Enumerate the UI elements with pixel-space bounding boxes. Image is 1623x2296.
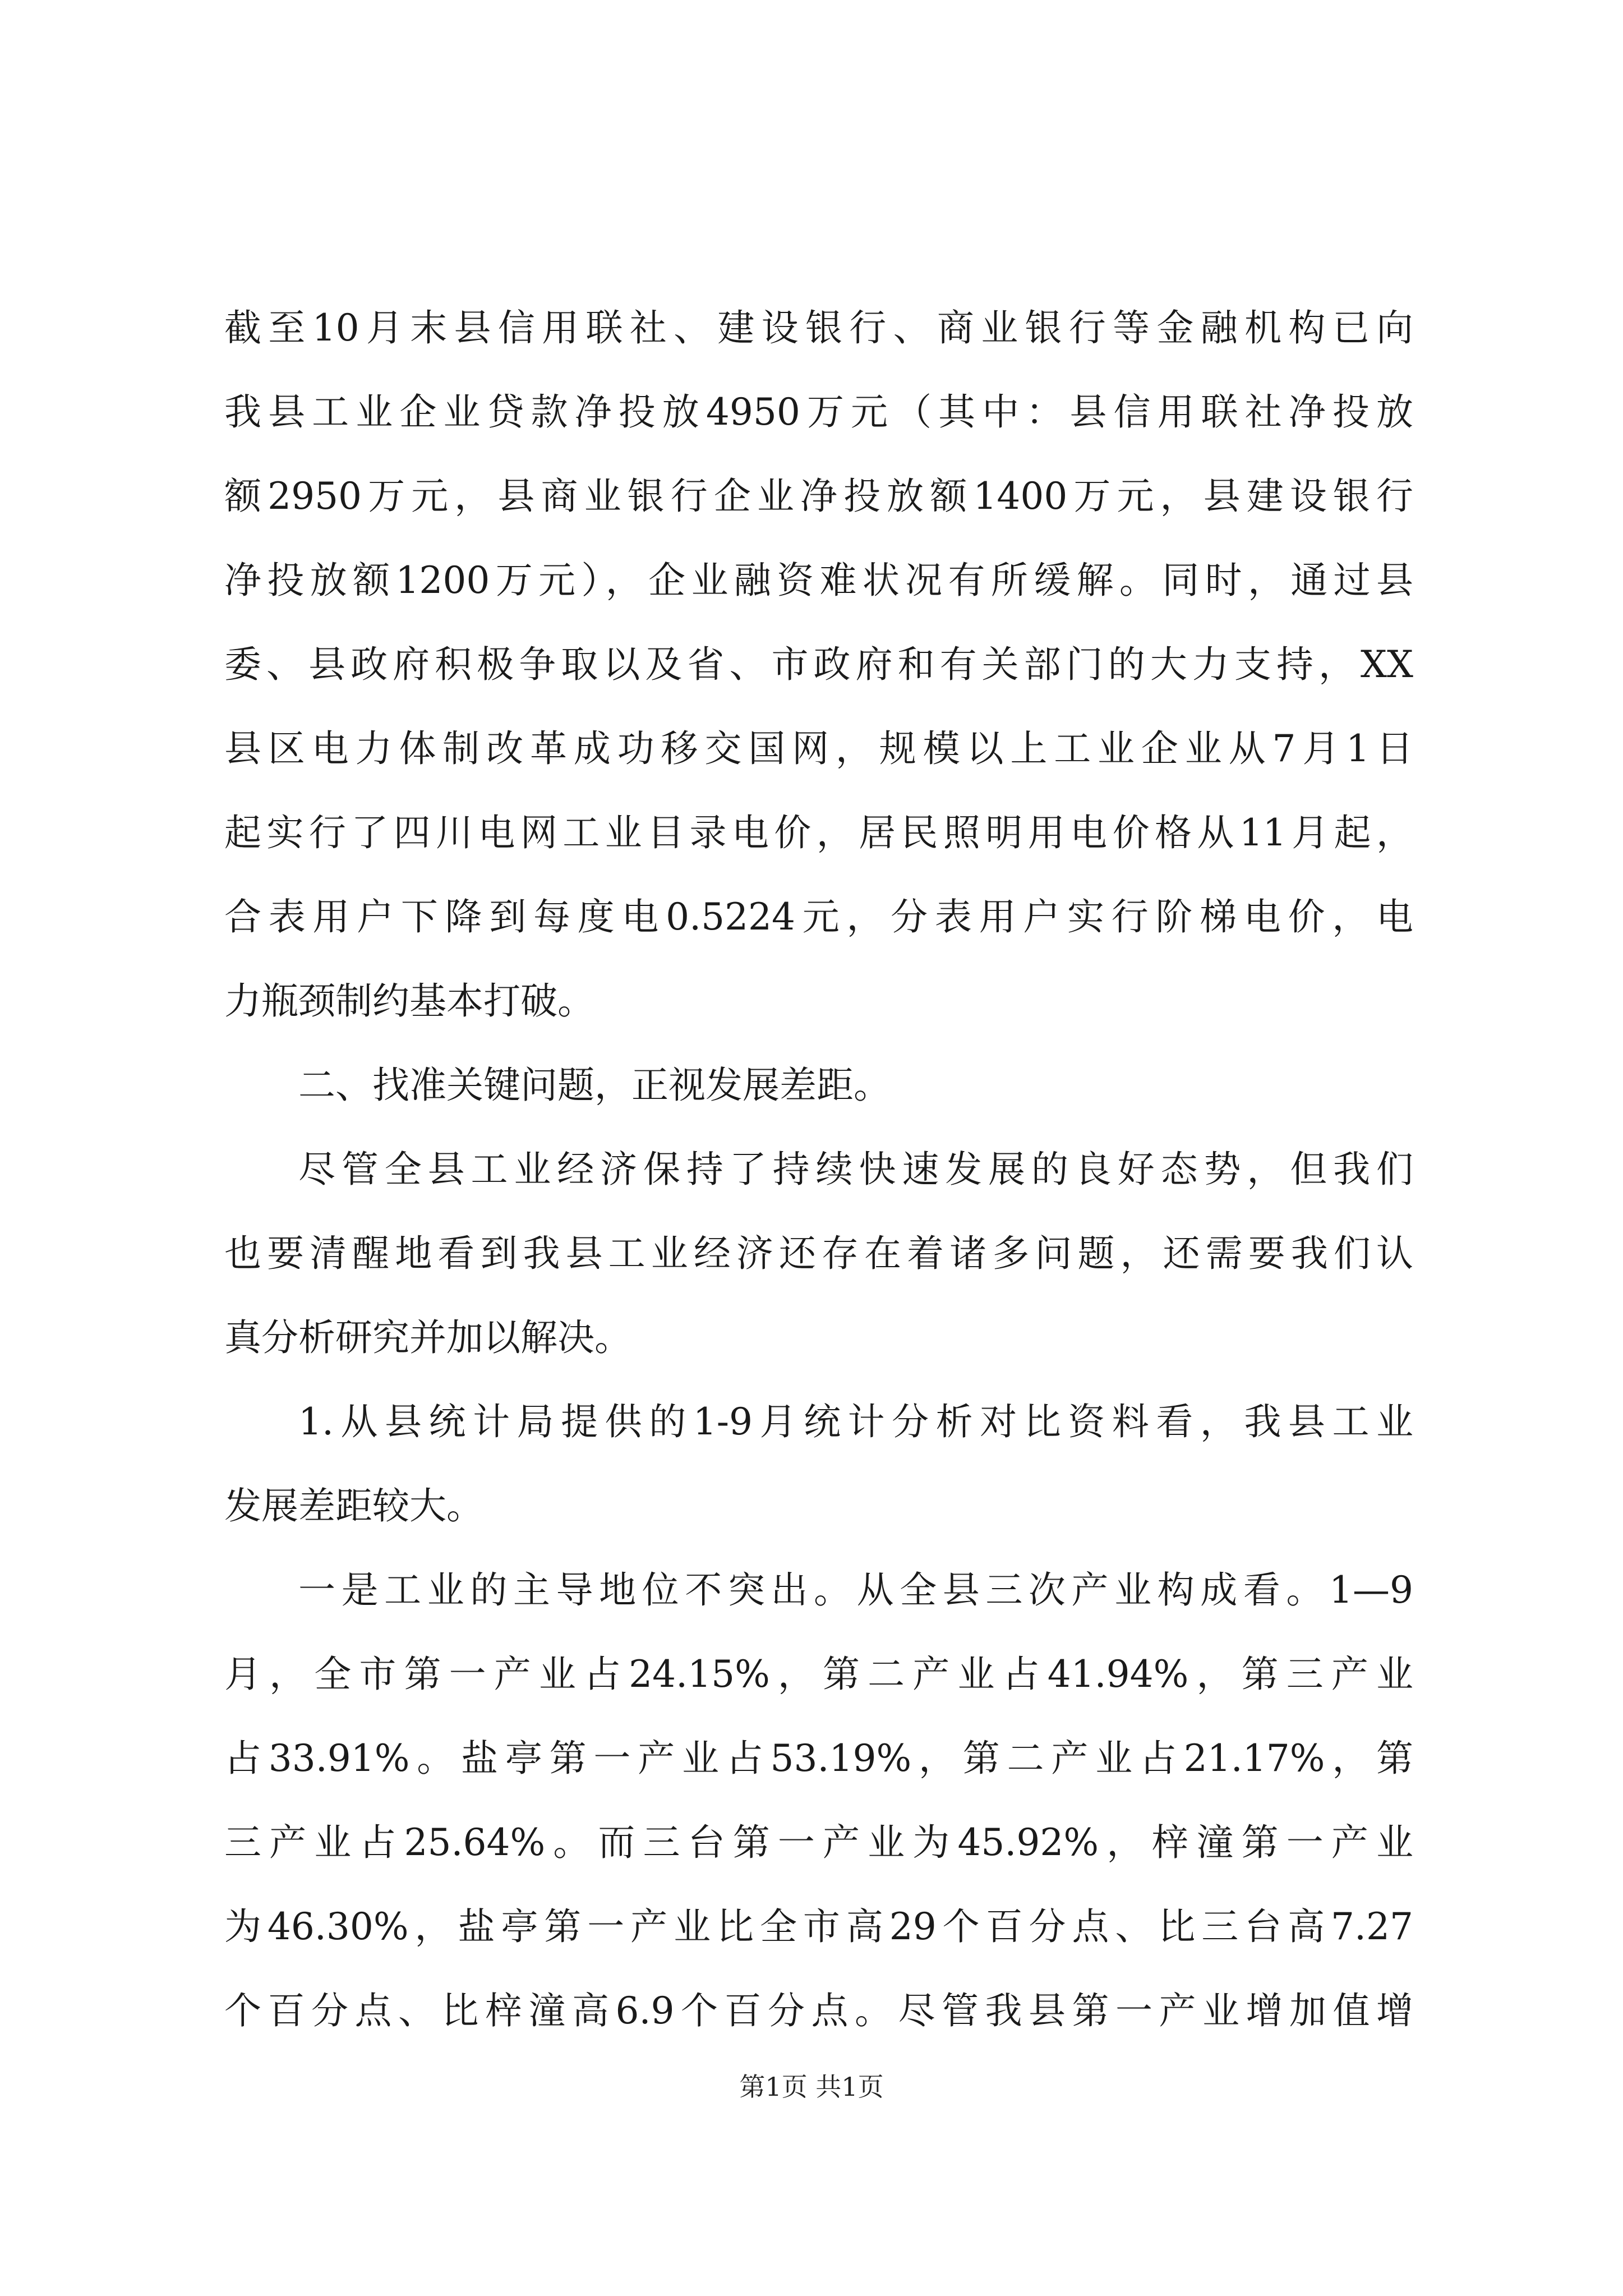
- text-line: 合表用户下降到每度电0.5224元，分表用户实行阶梯电价，电: [224, 895, 1413, 938]
- text-line: 月，全市第一产业占24.15%，第二产业占41.94%，第三产业: [224, 1653, 1413, 1696]
- text-line: 县区电力体制改革成功移交国网，规模以上工业企业从7月1日: [224, 727, 1413, 770]
- text-line: 额2950万元，县商业银行企业净投放额1400万元，县建设银行: [224, 475, 1413, 518]
- text-line: 一是工业的主导地位不突出。从全县三次产业构成看。1—9: [298, 1568, 1413, 1612]
- text-line: 我县工业企业贷款净投放4950万元（其中：县信用联社净投放: [224, 390, 1413, 434]
- text-line: 占33.91%。盐亭第一产业占53.19%，第二产业占21.17%，第: [224, 1737, 1413, 1780]
- section-heading: 二、找准关键问题，正视发展差距。: [298, 1064, 891, 1107]
- text-line: 起实行了四川电网工业目录电价，居民照明用电价格从11月起，: [224, 811, 1413, 854]
- text-line: 净投放额1200万元），企业融资难状况有所缓解。同时，通过县: [224, 559, 1413, 602]
- text-line: 个百分点、比梓潼高6.9个百分点。尽管我县第一产业增加值增: [224, 1989, 1413, 2032]
- text-line: 截至10月末县信用联社、建设银行、商业银行等金融机构已向: [224, 306, 1413, 349]
- document-body: [224, 286, 1413, 2053]
- text-line: 尽管全县工业经济保持了持续快速发展的良好态势，但我们: [298, 1148, 1413, 1191]
- text-line: 发展差距较大。: [224, 1484, 483, 1527]
- text-line: 力瓶颈制约基本打破。: [224, 979, 594, 1023]
- text-line: 1.从县统计局提供的1-9月统计分析对比资料看，我县工业: [298, 1400, 1413, 1443]
- text-line: 委、县政府积极争取以及省、市政府和有关部门的大力支持，XX: [224, 643, 1413, 686]
- text-line: 为46.30%，盐亭第一产业比全市高29个百分点、比三台高7.27: [224, 1905, 1413, 1948]
- page-footer: 第1页 共1页: [739, 2072, 884, 2102]
- text-line: 真分析研究并加以解决。: [224, 1316, 631, 1359]
- text-line: 也要清醒地看到我县工业经济还存在着诸多问题，还需要我们认: [224, 1232, 1413, 1275]
- text-line: 三产业占25.64%。而三台第一产业为45.92%，梓潼第一产业: [224, 1821, 1413, 1864]
